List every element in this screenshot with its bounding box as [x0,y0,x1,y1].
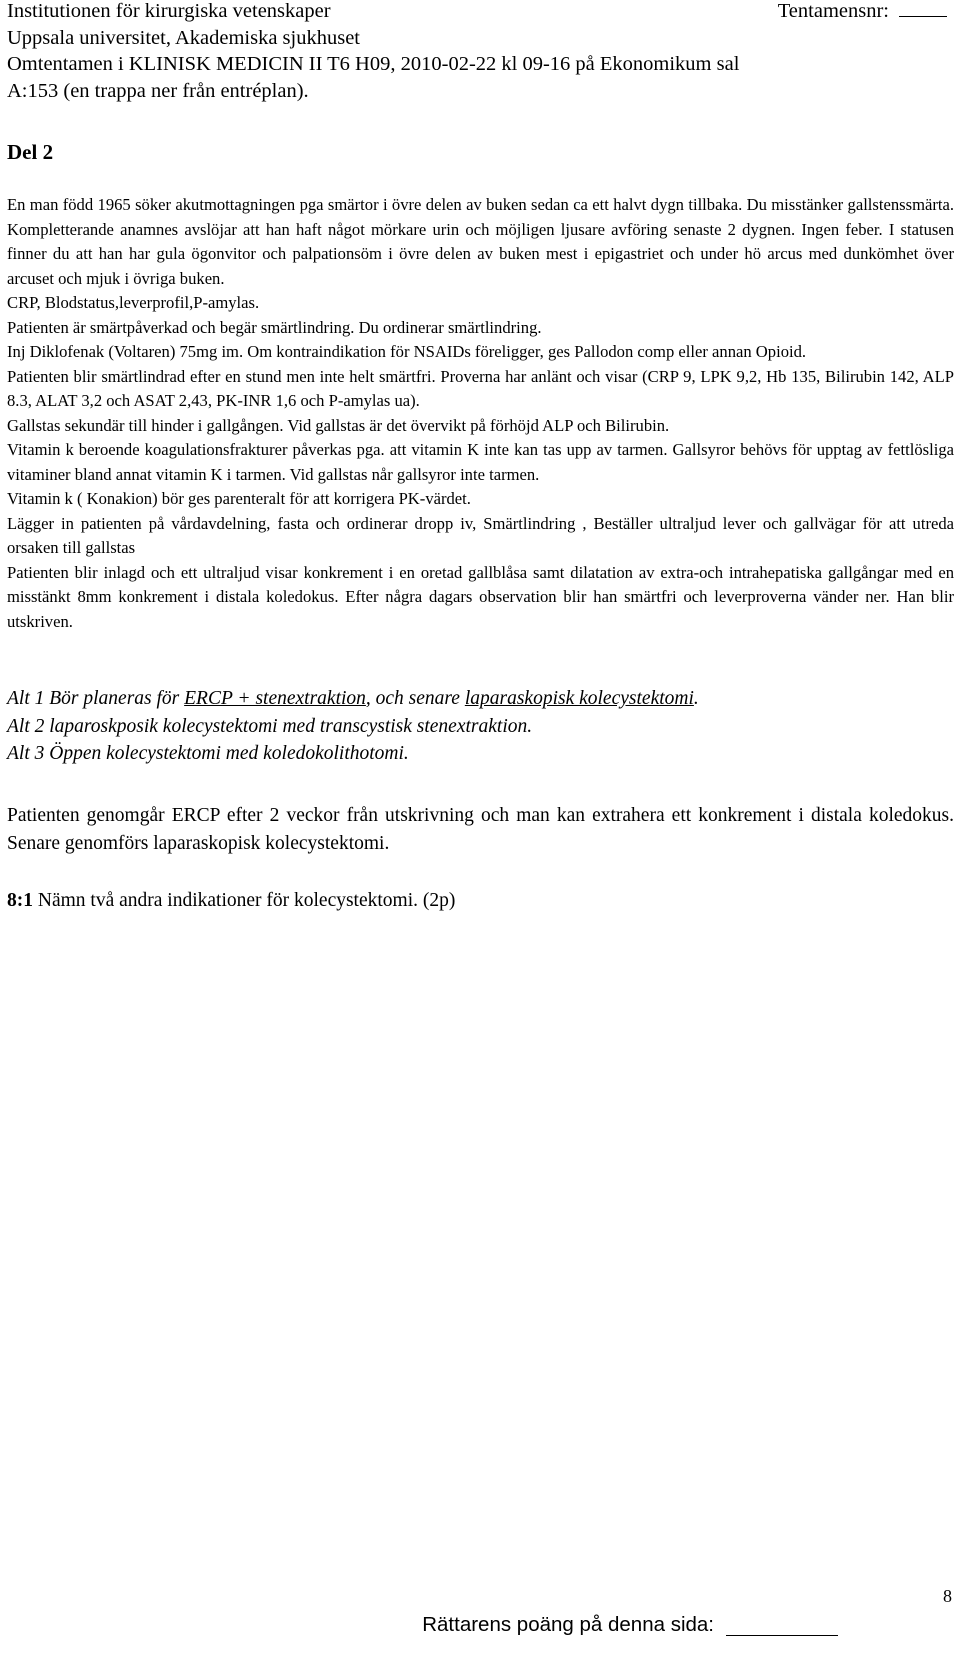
alternative-3: Alt 3 Öppen kolecystektomi med koledokolithotomi. [7,743,409,764]
alternative-2: Alt 2 laparoskposik kolecystektomi med transcystisk stenextraktion. [7,715,533,737]
exam-info: Omtentamen i KLINISK MEDICIN II T6 H09, 2010-02-22 kl 09-16 på Ekonomikum sal [7,53,740,75]
treatment-alternatives [7,685,954,768]
institution-name: Institutionen för kirurgiska vetenskaper [7,0,331,22]
grader-score-blank [726,1617,838,1636]
case-paragraph: Vitamin k beroende koagulationsfrakturer påverkas pga. att vitamin K inte kan tas upp av tarmen. Gallsyror behövs för upptag av fettlösliga vitaminer bland annat vitamin K i tarmen. Vid gallstas når gallsyror inte tarmen. [7,440,954,484]
question-8-1 [7,887,455,914]
alternative-1 [7,685,954,713]
question-text: Nämn två andra indikationer för kolecystektomi. (2p) [33,890,456,911]
case-paragraph: Patienten är smärtpåverkad och begär smärtlindring. Du ordinerar smärtlindring. [7,317,542,337]
case-paragraph: Gallstas sekundär till hinder i gallgången. Vid gallstas är det övervikt på förhöjd ALP och Bilirubin. [7,415,670,435]
page-number: 8 [943,1586,952,1606]
case-paragraph: En man född 1965 söker akutmottagningen pga smärtor i övre delen av buken sedan ca ett halvt dygn tillbaka. Du misstänker gallstenssmärta. Kompletterande anamnes avslöjar att han haft något mörkare urin och möjligen ljusare avföring senaste 2 dygnen. Ingen feber. I statusen finner du att han har gula ögonvitor och palpationsöm i övre delen av buken mest i epigastriet och under hö arcus med dunkömhet över arcuset och mjuk i övriga buken. [7,195,954,288]
exam-location: A:153 (en trappa ner från entréplan). [7,79,309,102]
university-name: Uppsala universitet, Akademiska sjukhuset [7,26,360,49]
tentamensnr-label: Tentamensnr: [777,0,889,22]
alt1-ercp: ERCP + stenextraktion [184,688,366,709]
alt1-mid: , och senare [365,688,465,709]
alt1-suffix: . [693,688,699,709]
case-paragraph: Vitamin k ( Konakion) bör ges parenteralt för att korrigera PK-värdet. [7,489,471,508]
alt1-prefix: Alt 1 Bör planeras för [7,688,185,709]
tentamensnr-field [778,0,947,25]
followup-text [7,802,954,857]
tentamensnr-blank [899,0,947,17]
grader-score-label: Rättarens poäng på denna sida: [422,1613,714,1636]
case-paragraph: Patienten blir inlagd och ett ultraljud visar konkrement i en oretad gallblåsa samt dilatation av extra-och intrahepatiska gallgångar med en misstänkt 8mm konkrement i distala koledokus. Efter några dagars observation blir han smärtfri och leverproverna vänder ner. Han blir utskriven. [7,562,954,631]
case-description [7,193,954,634]
question-number: 8:1 [7,890,33,911]
grader-score-field [0,1613,960,1637]
case-paragraph: Patienten blir smärtlindrad efter en stund men inte helt smärtfri. Proverna har anlänt och visar (CRP 9, LPK 9,2, Hb 135, Bilirubin 142, ALP 8.3, ALAT 3,2 och ASAT 2,43, PK-INR 1,6 och P-amylas ua). [7,366,954,410]
page-header [7,0,947,104]
alt1-laparoscopy: laparaskopisk kolecystektomi [464,688,694,709]
followup-paragraph: Patienten genomgår ERCP efter 2 veckor från utskrivning och man kan extrahera ett konkrement i distala koledokus. Senare genomförs laparaskopisk kolecystektomi. [7,805,954,854]
case-paragraph: Inj Diklofenak (Voltaren) 75mg im. Om kontraindikation för NSAIDs föreligger, ges Pallodon comp eller annan Opioid. [7,342,807,361]
case-paragraph: Lägger in patienten på vårdavdelning, fasta och ordinerar dropp iv, Smärtlindring , Beställer ultraljud lever och gallvägar för att utreda orsaken till gallstas [7,513,954,557]
section-title: Del 2 [7,140,54,164]
case-paragraph: CRP, Blodstatus,leverprofil,P-amylas. [7,293,260,312]
